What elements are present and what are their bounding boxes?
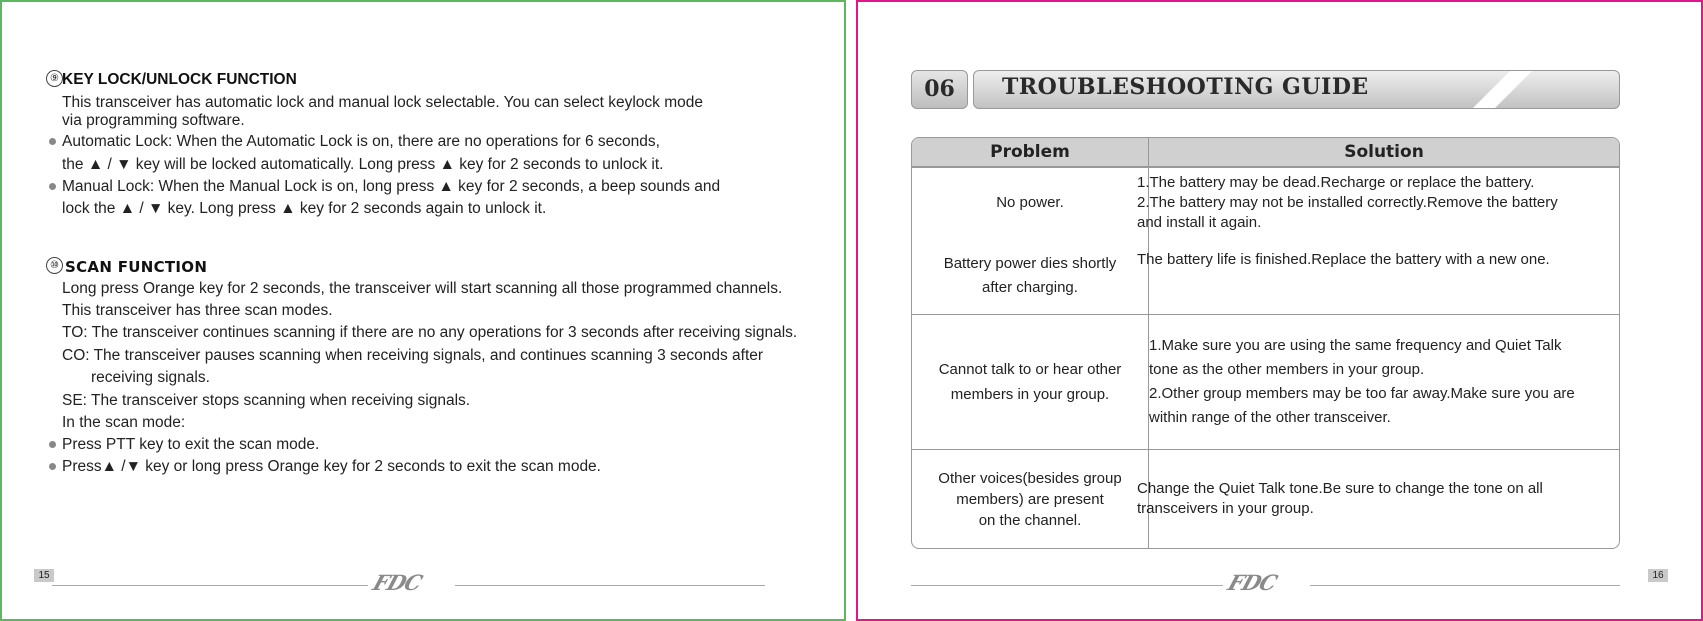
problem-text: members) are present bbox=[956, 490, 1104, 508]
page-number: 16 bbox=[1648, 569, 1668, 582]
solution-item: The battery life is finished.Replace the battery with a new one. bbox=[1137, 251, 1550, 268]
problem-text: members in your group. bbox=[950, 386, 1110, 403]
problem-cell bbox=[912, 449, 1148, 548]
manual-lock-line-2: lock the ▲ / ▼ key. Long press ▲ key for 2 seconds again to unlock it. bbox=[62, 200, 547, 217]
solution-cell bbox=[1148, 314, 1619, 449]
solution-item: Change the Quiet Talk tone.Be sure to change the tone on all transceivers in your group. bbox=[1137, 480, 1543, 517]
section-9-intro-line-1: This transceiver has automatic lock and manual lock selectable. You can select keylock mode bbox=[62, 94, 704, 111]
section-10-number: ⑩ bbox=[46, 257, 63, 274]
troubleshooting-table bbox=[911, 137, 1620, 549]
column-header-problem: Problem bbox=[912, 138, 1148, 167]
problem-cell bbox=[912, 167, 1148, 238]
scan-mode-co: CO: The transceiver pauses scanning when receiving signals, and continues scanning 3 seconds after bbox=[62, 347, 764, 364]
problem-text: Other voices(besides group bbox=[938, 469, 1122, 487]
problem-text: on the channel. bbox=[978, 511, 1082, 529]
auto-lock-line-1: Automatic Lock: When the Automatic Lock is on, there are no operations for 6 seconds, bbox=[62, 133, 660, 150]
section-9-intro-line-2: via programming software. bbox=[62, 112, 245, 129]
scan-mode-intro: In the scan mode: bbox=[62, 414, 186, 431]
bullet-dot bbox=[49, 138, 56, 145]
solution-cell bbox=[1137, 449, 1619, 548]
scan-line-2: This transceiver has three scan modes. bbox=[62, 302, 333, 319]
chapter-number: 06 bbox=[911, 70, 968, 109]
scan-exit-bullet-2: Press▲ /▼ key or long press Orange key for 2 seconds to exit the scan mode. bbox=[62, 458, 601, 475]
chapter-header-bar bbox=[973, 70, 1620, 109]
footer-divider bbox=[52, 585, 368, 586]
solution-cell bbox=[1137, 167, 1619, 238]
auto-lock-line-2: the ▲ / ▼ key will be locked automatically. Long press ▲ key for 2 seconds to unlock it. bbox=[62, 156, 664, 173]
section-10-title: SCAN FUNCTION bbox=[65, 258, 208, 276]
problem-text: after charging. bbox=[982, 279, 1078, 296]
table-row bbox=[912, 238, 1619, 314]
scan-mode-co-cont: receiving signals. bbox=[91, 369, 210, 386]
bullet-dot bbox=[49, 183, 56, 190]
header-stripe bbox=[1466, 70, 1534, 109]
section-9-title: KEY LOCK/UNLOCK FUNCTION bbox=[62, 71, 297, 88]
problem-text: Cannot talk to or hear other bbox=[938, 361, 1122, 378]
right-page bbox=[856, 0, 1703, 621]
left-page bbox=[0, 0, 846, 621]
bullet-dot bbox=[49, 441, 56, 448]
column-header-solution: Solution bbox=[1148, 138, 1619, 167]
table-row bbox=[912, 167, 1619, 238]
scan-exit-bullet-1: Press PTT key to exit the scan mode. bbox=[62, 436, 320, 453]
problem-cell bbox=[912, 314, 1148, 449]
footer-divider bbox=[911, 585, 1223, 586]
chapter-title: TROUBLESHOOTING GUIDE bbox=[1002, 74, 1369, 100]
scan-mode-se: SE: The transceiver stops scanning when receiving signals. bbox=[62, 392, 471, 409]
table-row bbox=[912, 314, 1619, 449]
scan-mode-to: TO: The transceiver continues scanning if there are no any operations for 3 seconds after receiving signals. bbox=[62, 324, 798, 341]
fdc-logo: FDC bbox=[1224, 570, 1280, 595]
problem-cell bbox=[912, 238, 1148, 314]
scan-line-1: Long press Orange key for 2 seconds, the transceiver will start scanning all those programmed channels. bbox=[62, 280, 783, 297]
problem-text: Battery power dies shortly bbox=[943, 255, 1117, 272]
table-row bbox=[912, 449, 1619, 548]
solution-item: 1.The battery may be dead.Recharge or replace the battery. bbox=[1137, 174, 1535, 191]
fdc-logo: FDC bbox=[369, 570, 425, 595]
problem-text: No power. bbox=[996, 194, 1064, 211]
section-9-number: ⑨ bbox=[46, 70, 63, 87]
solution-item: 2.Other group members may be too far away.Make sure you are within range of the other transceiver. bbox=[1149, 385, 1575, 426]
solution-cell bbox=[1137, 238, 1619, 314]
manual-lock-line-1: Manual Lock: When the Manual Lock is on, long press ▲ key for 2 seconds, a beep sounds and bbox=[62, 178, 721, 195]
solution-item: 1.Make sure you are using the same frequency and Quiet Talk tone as the other members in your group. bbox=[1149, 337, 1562, 378]
footer-divider bbox=[1310, 585, 1620, 586]
footer-divider bbox=[455, 585, 765, 586]
page-number: 15 bbox=[34, 569, 54, 582]
solution-item: 2.The battery may not be installed correctly.Remove the battery and install it again. bbox=[1137, 194, 1558, 231]
bullet-dot bbox=[49, 463, 56, 470]
